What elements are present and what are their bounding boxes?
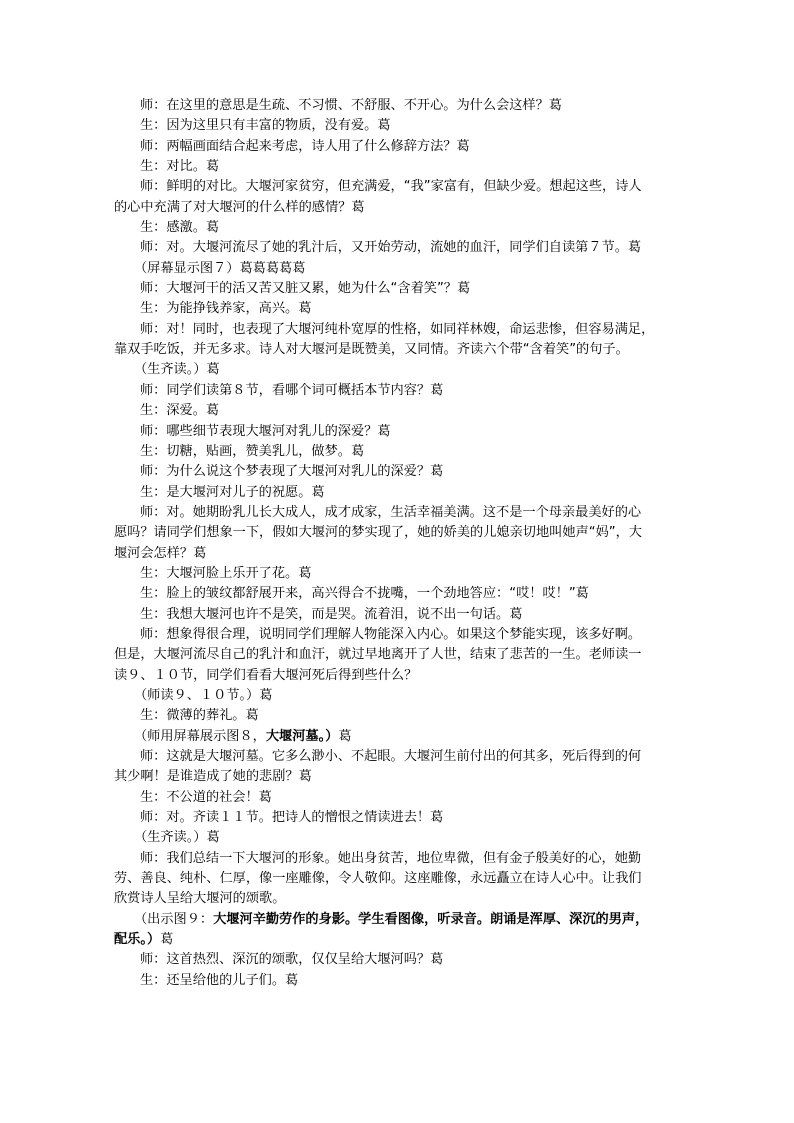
- text-line: 堰河会怎样？葛: [114, 545, 207, 561]
- text-line: [114, 930, 684, 950]
- text-line: 愿吗？请同学们想象一下，假如大堰河的梦实现了，她的娇美的儿媳亲切地叫她声“妈”，大: [114, 525, 642, 541]
- text-line: 师：鲜明的对比。大堰河家贫穷，但充满爱，“我”家富有，但缺少爱。想起这些，诗人: [140, 179, 642, 195]
- text-line: 劳、善良、纯朴、仁厚，像一座雕像，令人敬仰。这座雕像，永远矗立在诗人心中。让我们: [114, 871, 642, 887]
- text-line: 师：对。齐读１１节。把诗人的憎恨之情读进去！葛: [140, 810, 444, 826]
- text-line: 欣赏诗人呈给大堰河的颂歌。: [114, 891, 286, 907]
- text-line: 师：两幅画面结合起来考虑，诗人用了什么修辞方法？葛: [140, 138, 470, 154]
- text-line: （屏幕显示图７）葛葛葛葛葛: [134, 260, 306, 276]
- text-line: 生：我想大堰河也许不是笑，而是哭。流着泪，说不出一句话。葛: [140, 606, 523, 622]
- text-line: 师：对！同时，也表现了大堰河纯朴宽厚的性格，如同祥林嫂，命运悲惨，但容易满足，: [140, 321, 655, 337]
- text-span: 葛: [160, 932, 174, 948]
- text-line: （生齐读。）葛: [134, 362, 220, 378]
- text-line: 师：对。大堰河流尽了她的乳汁后，又开始劳动，流她的血汗，同学们自读第７节。葛: [140, 240, 642, 256]
- text-line: 生：大堰河脸上乐开了花。葛: [140, 565, 312, 581]
- text-line: 师：同学们读第８节，看哪个词可概括本节内容？葛: [140, 382, 444, 398]
- text-line: 读９、１０节，同学们看看大堰河死后得到些什么？: [114, 667, 418, 683]
- text-line: 师：这就是大堰河墓。它多么渺小、不起眼。大堰河生前付出的何其多，死后得到的何: [140, 749, 642, 764]
- text-line: 生：还呈给他的儿子们。葛: [140, 972, 299, 988]
- text-span: 大堰河辛勤劳作的身影。学生看图像，听录音。朗诵是浑厚、深沉的男声，: [213, 911, 649, 927]
- text-span: （出示图９：: [134, 911, 214, 927]
- text-span: 大堰河墓。）: [265, 728, 339, 744]
- text-line: （生齐读。）葛: [134, 830, 220, 846]
- text-line: 师：大堰河干的活又苦又脏又累，她为什么“含着笑”？葛: [140, 281, 471, 297]
- text-line: 师：想象得很合理，说明同学们理解人物能深入内心。如果这个梦能实现，该多好啊。: [140, 626, 642, 642]
- text-line: 生：为能挣钱养家，高兴。葛: [140, 301, 312, 317]
- text-line: 师：这首热烈、深沉的颂歌，仅仅呈给大堰河吗？葛: [140, 952, 444, 968]
- document-body: [114, 96, 684, 991]
- text-line: 但是，大堰河流尽自己的乳汁和血汗，就过早地离开了人世，结束了悲苦的一生。老师读一: [114, 647, 642, 663]
- text-line: 生：脸上的皱纹都舒展开来，高兴得合不拢嘴，一个劲地答应：“哎！哎！”葛: [140, 586, 589, 602]
- text-span: 葛: [338, 728, 352, 744]
- text-line: 生：是大堰河对儿子的祝愿。葛: [140, 484, 325, 500]
- text-line: 生：对比。葛: [140, 159, 220, 175]
- text-line: 生：感激。葛: [140, 220, 220, 236]
- text-span: 配乐。）: [114, 932, 161, 948]
- text-span: （师用屏幕展示图８，: [134, 728, 266, 744]
- text-line: 生：微薄的葬礼。葛: [140, 708, 259, 724]
- text-line: 生：切糖，贴画，赞美乳儿，做梦。葛: [140, 443, 365, 459]
- text-line: 的心中充满了对大堰河的什么样的感情？葛: [114, 199, 365, 215]
- text-line: 师：在这里的意思是生疏、不习惯、不舒服、不开心。为什么会这样？葛: [140, 98, 562, 113]
- text-line: 师：对。她期盼乳儿长大成人，成才成家，生活幸福美满。这不是一个母亲最美好的心: [140, 504, 642, 520]
- text-line: 靠双手吃饭，并无多求。诗人对大堰河是既赞美，又同情。齐读六个带“含着笑”的句子。: [114, 342, 629, 358]
- text-line: 其少啊！是谁造成了她的悲剧？葛: [114, 769, 312, 785]
- text-line: 师：为什么说这个梦表现了大堰河对乳儿的深爱？葛: [140, 464, 444, 480]
- text-line: 师：哪些细节表现大堰河对乳儿的深爱？葛: [140, 423, 391, 439]
- text-line: 生：不公道的社会！葛: [140, 789, 272, 805]
- text-line: （师读９、１０节。）葛: [134, 687, 273, 703]
- text-line: [114, 910, 684, 930]
- text-line: [114, 727, 684, 747]
- text-line: 生：因为这里只有丰富的物质，没有爱。葛: [140, 118, 391, 134]
- text-line: 生：深爱。葛: [140, 403, 220, 419]
- text-line: 师：我们总结一下大堰河的形象。她出身贫苦，地位卑微，但有金子般美好的心，她勤: [140, 850, 642, 866]
